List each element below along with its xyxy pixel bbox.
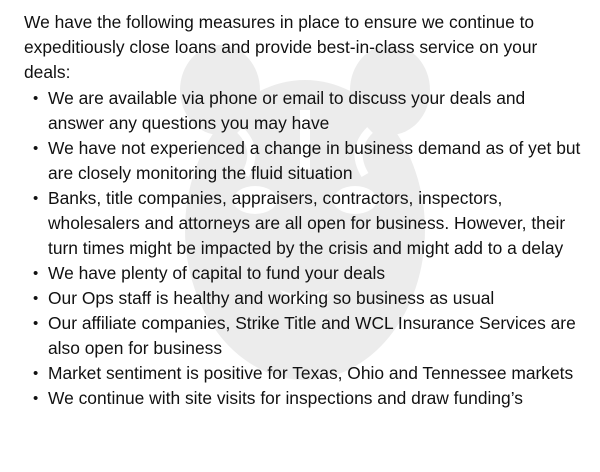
list-item xyxy=(24,261,584,286)
list-item-text: We have not experienced a change in business demand as of yet but are closely monitoring the fluid situation xyxy=(48,138,581,183)
bullet-icon: • xyxy=(33,265,39,282)
list-item xyxy=(24,86,584,136)
bullet-icon: • xyxy=(33,365,39,382)
list-item xyxy=(24,186,584,261)
list-item-text: Banks, title companies, appraisers, contractors, inspectors, wholesalers and attorneys are all open for business. However, their turn times might be impacted by the crisis and might add to a delay xyxy=(48,188,566,258)
list-item xyxy=(24,286,584,311)
measures-list xyxy=(24,86,584,411)
list-item xyxy=(24,311,584,361)
bullet-icon: • xyxy=(33,90,39,107)
list-item-text: We are available via phone or email to discuss your deals and answer any questions you may have xyxy=(48,88,526,133)
announcement-body xyxy=(24,10,584,411)
list-item-text: We continue with site visits for inspections and draw funding’s xyxy=(48,388,523,408)
bullet-icon: • xyxy=(33,315,39,332)
list-item-text: Market sentiment is positive for Texas, Ohio and Tennessee markets xyxy=(48,363,574,383)
list-item-text: We have plenty of capital to fund your deals xyxy=(48,263,386,283)
bullet-icon: • xyxy=(33,190,39,207)
intro-paragraph: We have the following measures in place to ensure we continue to expeditiously close loans and provide best-in-class service on your deals: xyxy=(24,12,538,82)
list-item-text: Our Ops staff is healthy and working so business as usual xyxy=(48,288,495,308)
bullet-icon: • xyxy=(33,390,39,407)
list-item xyxy=(24,136,584,186)
bullet-icon: • xyxy=(33,290,39,307)
list-item-text: Our affiliate companies, Strike Title and WCL Insurance Services are also open for business xyxy=(48,313,576,358)
list-item xyxy=(24,361,584,386)
list-item xyxy=(24,386,584,411)
bullet-icon: • xyxy=(33,140,39,157)
